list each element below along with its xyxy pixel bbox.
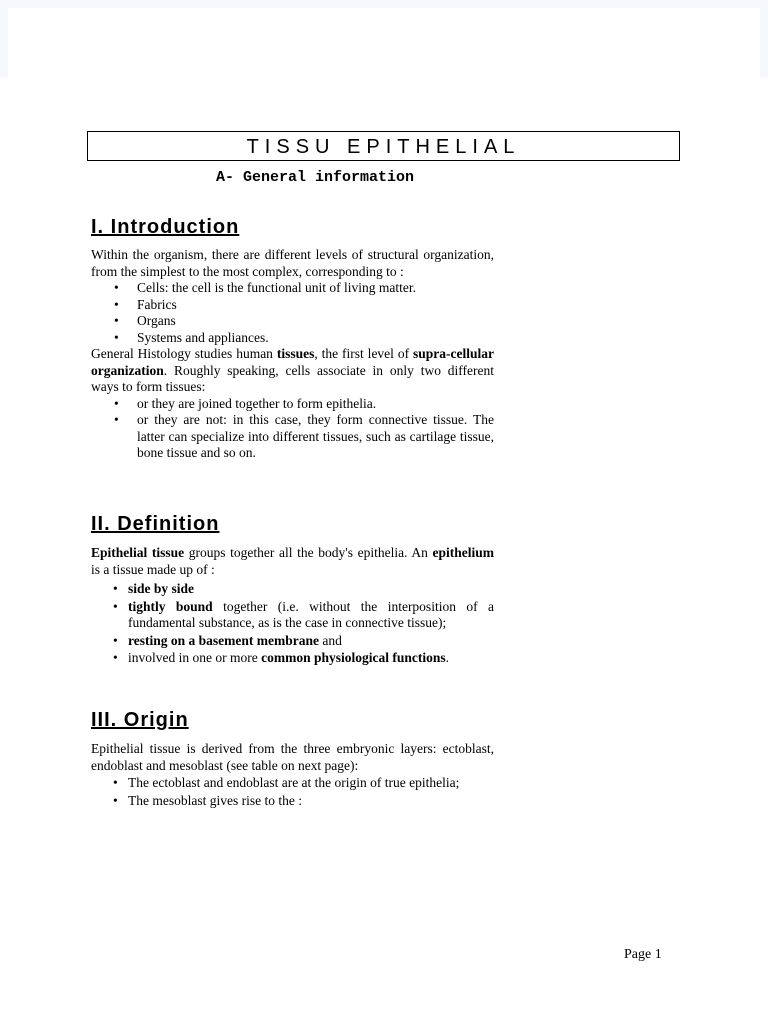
list-item: • The ectoblast and endoblast are at the origin of true epithelia; (91, 775, 494, 792)
list-item: • The mesoblast gives rise to the : (91, 793, 494, 810)
list-item: • or they are not: in this case, they form connective tissue. The latter can specialize into different tissues, such as cartilage tissue, bone tissue and so on. (91, 412, 494, 462)
list-item: • Cells: the cell is the functional unit of living matter. (91, 280, 494, 297)
section-heading-definition: II. Definition (91, 513, 220, 535)
list-item: • or they are joined together to form epithelia. (91, 396, 494, 413)
top-margin (0, 0, 768, 78)
introduction-body (91, 247, 494, 462)
definition-paragraph: Epithelial tissue groups together all the body's epithelia. An epithelium is a tissue made up of : (91, 545, 495, 577)
document-subtitle: A- General information (216, 169, 415, 186)
list-item: • Organs (91, 313, 494, 330)
list-item: • resting on a basement membrane and (91, 633, 494, 650)
origin-list (91, 775, 494, 809)
document-title: TISSU EPITHELIAL (87, 131, 680, 161)
section-heading-introduction: I. Introduction (91, 216, 240, 238)
intro-paragraph-2: General Histology studies human tissues, the first level of supra-cellular organization. Roughly speaking, cells associate in only two different ways to form tissues: (91, 346, 494, 394)
origin-paragraph: Epithelial tissue is derived from the three embryonic layers: ectoblast, endoblast and mesoblast (see table on next page): (91, 741, 494, 773)
definition-body (91, 545, 494, 668)
origin-body (91, 741, 494, 810)
list-item: • side by side (91, 581, 494, 598)
list-item: • Systems and appliances. (91, 330, 494, 347)
list-item: • involved in one or more common physiological functions. (91, 650, 494, 667)
page-number: Page 1 (624, 947, 662, 962)
list-item: • tightly bound together (i.e. without the interposition of a fundamental substance, as is the case in connective tissue); (91, 599, 494, 632)
intro-list-2 (91, 396, 494, 462)
list-item: • Fabrics (91, 297, 494, 314)
definition-list (91, 581, 494, 667)
intro-paragraph-1: Within the organism, there are different levels of structural organization, from the simplest to the most complex, corresponding to : (91, 247, 494, 279)
intro-list-1 (91, 280, 494, 346)
section-heading-origin: III. Origin (91, 709, 189, 731)
